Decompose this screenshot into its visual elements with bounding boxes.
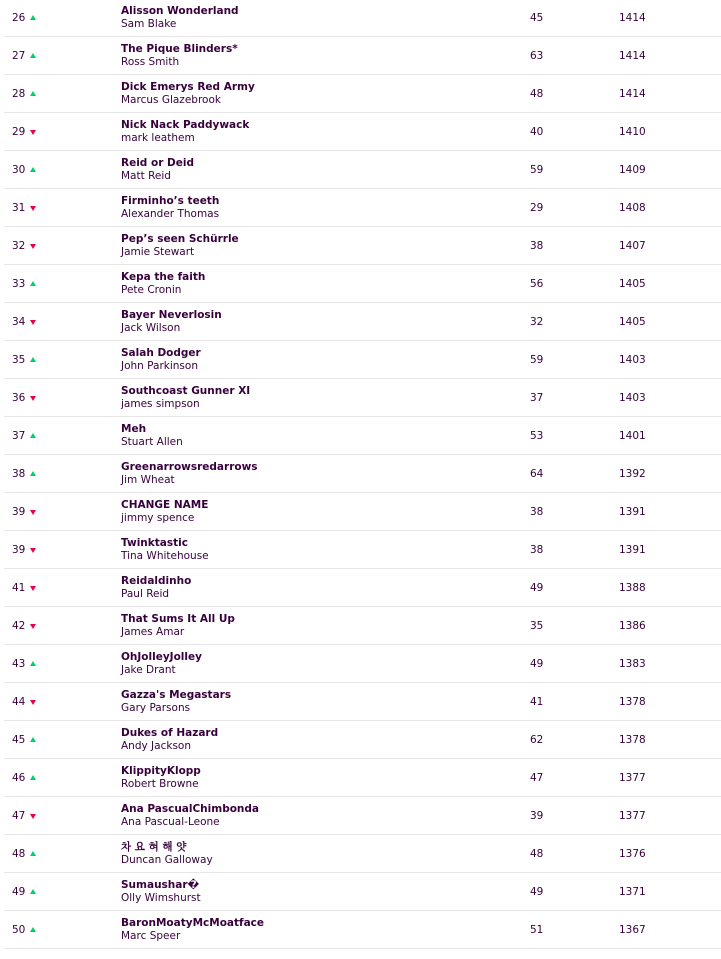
manager-name: Jim Wheat: [121, 473, 175, 486]
rank-down-arrow-icon: [30, 814, 36, 819]
rank-down-arrow-icon: [30, 624, 36, 629]
gameweek-points: 41: [530, 695, 544, 708]
rank-up-arrow-icon: [30, 281, 36, 286]
total-points: 1409: [619, 163, 646, 176]
rank-number: 39: [12, 543, 26, 556]
table-row[interactable]: [4, 683, 721, 721]
table-row[interactable]: [4, 379, 721, 417]
league-standings-table: [4, 0, 721, 949]
rank-number: 35: [12, 353, 26, 366]
manager-name: Robert Browne: [121, 777, 199, 790]
team-cell: [121, 917, 264, 943]
team-name-link[interactable]: Pep’s seen Schürrle: [121, 232, 239, 245]
team-cell: [121, 879, 201, 905]
gameweek-points: 49: [530, 581, 544, 594]
rank-up-arrow-icon: [30, 775, 36, 780]
manager-name: James Amar: [121, 625, 185, 638]
total-points: 1401: [619, 429, 646, 442]
rank-number: 39: [12, 505, 26, 518]
team-name-link[interactable]: The Pique Blinders*: [121, 42, 238, 55]
gameweek-points: 47: [530, 771, 544, 784]
team-name-link[interactable]: Dick Emerys Red Army: [121, 80, 255, 93]
rank-number: 37: [12, 429, 26, 442]
team-name-link[interactable]: Sumaushar�: [121, 878, 200, 891]
table-row[interactable]: [4, 341, 721, 379]
gameweek-points: 38: [530, 543, 544, 556]
rank-number: 29: [12, 125, 26, 138]
rank-number: 31: [12, 201, 26, 214]
team-cell: [121, 43, 238, 69]
team-name-link[interactable]: Firminho’s teeth: [121, 194, 220, 207]
total-points: 1377: [619, 771, 646, 784]
manager-name: Alexander Thomas: [121, 207, 220, 220]
manager-name: Matt Reid: [121, 169, 171, 182]
rank-up-arrow-icon: [30, 851, 36, 856]
rank-number: 43: [12, 657, 26, 670]
rank-down-arrow-icon: [30, 130, 36, 135]
team-cell: [121, 385, 250, 411]
rank-number: 38: [12, 467, 26, 480]
table-row[interactable]: [4, 417, 721, 455]
total-points: 1405: [619, 277, 646, 290]
team-cell: [121, 119, 249, 145]
manager-name: Andy Jackson: [121, 739, 191, 752]
team-cell: [121, 613, 235, 639]
manager-name: Pete Cronin: [121, 283, 182, 296]
gameweek-points: 29: [530, 201, 544, 214]
team-cell: [121, 499, 208, 525]
rank-number: 44: [12, 695, 26, 708]
team-name-link[interactable]: Meh: [121, 422, 147, 435]
total-points: 1383: [619, 657, 646, 670]
rank-down-arrow-icon: [30, 548, 36, 553]
team-name-link[interactable]: Ana PascualChimbonda: [121, 802, 260, 815]
gameweek-points: 32: [530, 315, 544, 328]
team-cell: [121, 841, 213, 867]
total-points: 1403: [619, 391, 646, 404]
total-points: 1388: [619, 581, 646, 594]
gameweek-points: 49: [530, 885, 544, 898]
manager-name: Jack Wilson: [121, 321, 181, 334]
manager-name: Ross Smith: [121, 55, 180, 68]
rank-number: 48: [12, 847, 26, 860]
team-name-link[interactable]: Twinktastic: [121, 536, 188, 549]
team-name-link[interactable]: Reidaldinho: [121, 574, 192, 587]
total-points: 1391: [619, 505, 646, 518]
table-row[interactable]: [4, 531, 721, 569]
gameweek-points: 45: [530, 12, 544, 24]
table-row[interactable]: [4, 759, 721, 797]
rank-up-arrow-icon: [30, 167, 36, 172]
rank-number: 49: [12, 885, 26, 898]
rank-number: 34: [12, 315, 26, 328]
manager-name: Olly Wimshurst: [121, 891, 201, 904]
team-cell: [121, 689, 231, 715]
gameweek-points: 56: [530, 277, 544, 290]
gameweek-points: 51: [530, 923, 544, 936]
manager-name: Marcus Glazebrook: [121, 93, 221, 106]
gameweek-points: 38: [530, 239, 544, 252]
gameweek-points: 48: [530, 87, 544, 100]
rank-up-arrow-icon: [30, 927, 36, 932]
gameweek-points: 53: [530, 429, 544, 442]
manager-name: Ana Pascual-Leone: [121, 815, 220, 828]
rank-down-arrow-icon: [30, 700, 36, 705]
table-row[interactable]: [4, 607, 721, 645]
total-points: 1377: [619, 809, 646, 822]
table-row[interactable]: [4, 189, 721, 227]
table-row[interactable]: [4, 113, 721, 151]
team-name-link[interactable]: CHANGE NAME: [121, 498, 209, 511]
rank-up-arrow-icon: [30, 661, 36, 666]
table-row[interactable]: [4, 455, 721, 493]
gameweek-points: 40: [530, 125, 544, 138]
team-cell: [121, 195, 219, 221]
team-cell: [121, 423, 183, 449]
manager-name: Duncan Galloway: [121, 853, 213, 866]
total-points: 1407: [619, 239, 646, 252]
manager-name: Stuart Allen: [121, 435, 183, 448]
total-points: 1378: [619, 695, 646, 708]
table-row[interactable]: [4, 303, 721, 341]
gameweek-points: 35: [530, 619, 544, 632]
table-row[interactable]: [4, 151, 721, 189]
team-name-link[interactable]: Reid or Deid: [121, 156, 194, 169]
rank-number: 36: [12, 391, 26, 404]
rank-number: 45: [12, 733, 26, 746]
table-row[interactable]: [4, 75, 721, 113]
manager-name: james simpson: [121, 397, 200, 410]
rank-down-arrow-icon: [30, 206, 36, 211]
manager-name: Marc Speer: [121, 929, 181, 942]
manager-name: Jamie Stewart: [121, 245, 195, 258]
manager-name: mark leathem: [121, 131, 195, 144]
table-row[interactable]: [4, 265, 721, 303]
team-cell: [121, 575, 191, 601]
rank-up-arrow-icon: [30, 737, 36, 742]
rank-number: 32: [12, 239, 26, 252]
table-row[interactable]: [4, 835, 721, 873]
rank-down-arrow-icon: [30, 396, 36, 401]
rank-number: 27: [12, 49, 26, 62]
team-cell: [121, 651, 202, 677]
total-points: 1414: [619, 12, 646, 24]
gameweek-points: 38: [530, 505, 544, 518]
gameweek-points: 59: [530, 353, 544, 366]
manager-name: Tina Whitehouse: [121, 549, 209, 562]
team-name-link[interactable]: KlippityKlopp: [121, 764, 201, 777]
team-cell: [121, 157, 194, 183]
team-cell: [121, 537, 209, 563]
team-cell: [121, 309, 222, 335]
rank-down-arrow-icon: [30, 244, 36, 249]
team-name-link[interactable]: Southcoast Gunner XI: [121, 384, 251, 397]
team-name-link[interactable]: OhJolleyJolley: [121, 650, 202, 663]
rank-up-arrow-icon: [30, 15, 36, 20]
team-name-link[interactable]: Alisson Wonderland: [121, 5, 239, 17]
total-points: 1408: [619, 201, 646, 214]
rank-up-arrow-icon: [30, 433, 36, 438]
manager-name: Gary Parsons: [121, 701, 191, 714]
gameweek-points: 37: [530, 391, 544, 404]
team-cell: [121, 233, 239, 259]
team-name-link[interactable]: BaronMoatyMcMoatface: [121, 916, 265, 929]
rank-number: 50: [12, 923, 26, 936]
team-cell: [121, 347, 201, 373]
total-points: 1378: [619, 733, 646, 746]
total-points: 1414: [619, 87, 646, 100]
rank-up-arrow-icon: [30, 357, 36, 362]
gameweek-points: 48: [530, 847, 544, 860]
total-points: 1371: [619, 885, 646, 898]
rank-number: 41: [12, 581, 26, 594]
manager-name: Jake Drant: [121, 663, 176, 676]
table-row[interactable]: [4, 0, 721, 37]
team-cell: [121, 765, 201, 791]
gameweek-points: 49: [530, 657, 544, 670]
team-name-link[interactable]: 차 요 혀 해 얏: [121, 840, 187, 853]
rank-down-arrow-icon: [30, 510, 36, 515]
rank-number: 42: [12, 619, 26, 632]
rank-number: 26: [12, 12, 26, 24]
team-name-link[interactable]: Greenarrowsredarrows: [121, 460, 258, 473]
gameweek-points: 63: [530, 49, 544, 62]
rank-number: 33: [12, 277, 26, 290]
total-points: 1410: [619, 125, 646, 138]
table-row[interactable]: [4, 873, 721, 911]
manager-name: jimmy spence: [121, 511, 195, 524]
team-cell: [121, 461, 258, 487]
rank-up-arrow-icon: [30, 471, 36, 476]
team-cell: [121, 727, 218, 753]
manager-name: Sam Blake: [121, 18, 177, 30]
manager-name: John Parkinson: [121, 359, 198, 372]
team-cell: [121, 5, 239, 31]
team-cell: [121, 81, 255, 107]
total-points: 1391: [619, 543, 646, 556]
total-points: 1403: [619, 353, 646, 366]
team-name-link[interactable]: Kepa the faith: [121, 270, 206, 283]
rank-number: 47: [12, 809, 26, 822]
rank-number: 30: [12, 163, 26, 176]
rank-number: 46: [12, 771, 26, 784]
team-cell: [121, 271, 205, 297]
table-row[interactable]: [4, 493, 721, 531]
total-points: 1376: [619, 847, 646, 860]
rank-down-arrow-icon: [30, 320, 36, 325]
total-points: 1386: [619, 619, 646, 632]
rank-up-arrow-icon: [30, 889, 36, 894]
team-name-link[interactable]: Dukes of Hazard: [121, 726, 219, 739]
table-row[interactable]: [4, 569, 721, 607]
gameweek-points: 39: [530, 809, 544, 822]
table-row[interactable]: [4, 645, 721, 683]
total-points: 1405: [619, 315, 646, 328]
gameweek-points: 62: [530, 733, 544, 746]
total-points: 1414: [619, 49, 646, 62]
manager-name: Paul Reid: [121, 587, 170, 600]
team-name-link[interactable]: Nick Nack Paddywack: [121, 118, 250, 131]
team-name-link[interactable]: Salah Dodger: [121, 346, 201, 359]
table-row[interactable]: [4, 227, 721, 265]
rank-up-arrow-icon: [30, 53, 36, 58]
table-row[interactable]: [4, 37, 721, 75]
gameweek-points: 64: [530, 467, 544, 480]
gameweek-points: 59: [530, 163, 544, 176]
table-row[interactable]: [4, 797, 721, 835]
team-cell: [121, 803, 259, 829]
rank-number: 28: [12, 87, 26, 100]
team-name-link[interactable]: That Sums It All Up: [121, 612, 235, 625]
table-row[interactable]: [4, 721, 721, 759]
team-name-link[interactable]: Gazza's Megastars: [121, 688, 232, 701]
table-row[interactable]: [4, 911, 721, 949]
rank-down-arrow-icon: [30, 586, 36, 591]
team-name-link[interactable]: Bayer Neverlosin: [121, 308, 222, 321]
total-points: 1392: [619, 467, 646, 480]
rank-up-arrow-icon: [30, 91, 36, 96]
total-points: 1367: [619, 923, 646, 936]
